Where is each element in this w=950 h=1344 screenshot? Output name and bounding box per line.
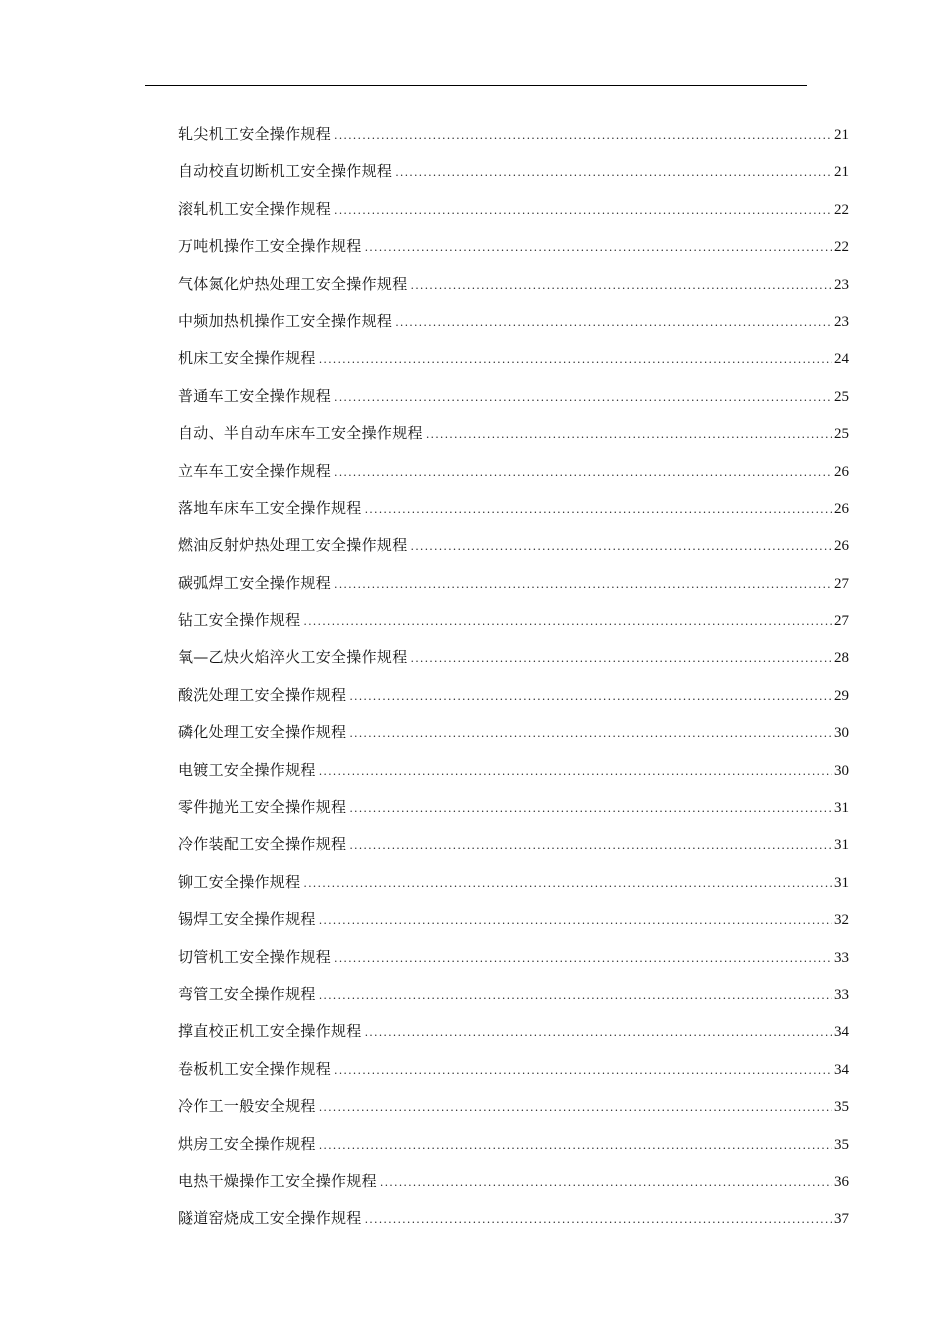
toc-dot-leader: [319, 1089, 832, 1126]
toc-entry-page: 25: [834, 426, 849, 443]
toc-entry-page: 26: [834, 463, 849, 480]
toc-entry-title: 自动校直切断机工安全操作规程: [178, 162, 393, 181]
toc-entry-page: 31: [834, 800, 849, 817]
toc-entry[interactable]: [178, 976, 849, 1013]
table-of-contents: [178, 116, 849, 1238]
toc-entry[interactable]: [178, 1163, 849, 1200]
toc-entry[interactable]: [178, 826, 849, 863]
toc-dot-leader: [319, 1127, 832, 1164]
toc-entry[interactable]: [178, 116, 849, 153]
header-rule: [145, 85, 807, 86]
toc-entry-page: 31: [834, 874, 849, 891]
toc-entry-title: 铆工安全操作规程: [178, 872, 301, 891]
toc-dot-leader: [303, 865, 832, 902]
toc-entry-page: 21: [834, 127, 849, 143]
toc-dot-leader: [349, 827, 832, 864]
toc-entry-title: 卷板机工安全操作规程: [178, 1059, 332, 1078]
toc-entry[interactable]: [178, 864, 849, 901]
toc-entry-page: 27: [834, 613, 849, 630]
toc-dot-leader: [411, 267, 832, 304]
toc-entry-page: 33: [834, 949, 849, 966]
toc-entry-title: 轧尖机工安全操作规程: [178, 125, 332, 143]
toc-entry[interactable]: [178, 901, 849, 938]
toc-dot-leader: [426, 416, 832, 453]
toc-entry-title: 隧道窑烧成工安全操作规程: [178, 1209, 362, 1228]
toc-dot-leader: [334, 940, 832, 977]
toc-dot-leader: [365, 1014, 832, 1051]
toc-dot-leader: [334, 379, 832, 416]
toc-entry-title: 普通车工安全操作规程: [178, 386, 332, 405]
toc-entry[interactable]: [178, 1200, 849, 1237]
toc-entry[interactable]: [178, 527, 849, 564]
toc-entry-title: 万吨机操作工安全操作规程: [178, 237, 362, 256]
toc-dot-leader: [334, 1052, 832, 1089]
toc-dot-leader: [349, 790, 832, 827]
toc-entry[interactable]: [178, 939, 849, 976]
toc-entry-title: 氧—乙炔火焰淬火工安全操作规程: [178, 648, 408, 667]
toc-entry-title: 烘房工安全操作规程: [178, 1134, 316, 1153]
toc-entry-page: 36: [834, 1173, 849, 1190]
toc-entry[interactable]: [178, 453, 849, 490]
toc-dot-leader: [365, 1201, 832, 1238]
toc-entry[interactable]: [178, 266, 849, 303]
toc-dot-leader: [334, 454, 832, 491]
toc-entry-title: 自动、半自动车床车工安全操作规程: [178, 424, 423, 443]
toc-entry-title: 燃油反射炉热处理工安全操作规程: [178, 536, 408, 555]
toc-entry-title: 电热干燥操作工安全操作规程: [178, 1171, 377, 1190]
toc-entry-title: 气体氮化炉热处理工安全操作规程: [178, 274, 408, 293]
toc-entry-page: 31: [834, 837, 849, 854]
toc-entry[interactable]: [178, 1088, 849, 1125]
toc-dot-leader: [411, 640, 832, 677]
toc-entry-page: 21: [834, 164, 849, 181]
toc-entry[interactable]: [178, 1126, 849, 1163]
toc-entry[interactable]: [178, 752, 849, 789]
toc-entry-title: 冷作工一般安全规程: [178, 1097, 316, 1116]
toc-entry-title: 撑直校正机工安全操作规程: [178, 1022, 362, 1041]
toc-dot-leader: [319, 977, 832, 1014]
toc-entry[interactable]: [178, 490, 849, 527]
toc-entry-title: 中频加热机操作工安全操作规程: [178, 311, 393, 330]
toc-entry-title: 零件抛光工安全操作规程: [178, 798, 347, 817]
toc-entry-title: 切管机工安全操作规程: [178, 947, 332, 966]
toc-entry-page: 34: [834, 1061, 849, 1078]
toc-dot-leader: [303, 603, 832, 640]
toc-dot-leader: [380, 1164, 832, 1201]
toc-entry-title: 立车车工安全操作规程: [178, 461, 332, 480]
toc-entry-title: 电镀工安全操作规程: [178, 760, 316, 779]
toc-dot-leader: [334, 117, 832, 154]
toc-entry[interactable]: [178, 677, 849, 714]
toc-dot-leader: [365, 491, 832, 528]
toc-dot-leader: [349, 715, 832, 752]
toc-dot-leader: [319, 902, 832, 939]
toc-entry-page: 23: [834, 276, 849, 293]
toc-entry[interactable]: [178, 340, 849, 377]
toc-entry[interactable]: [178, 1013, 849, 1050]
toc-entry[interactable]: [178, 1051, 849, 1088]
toc-entry[interactable]: [178, 602, 849, 639]
toc-entry[interactable]: [178, 789, 849, 826]
toc-entry-page: 25: [834, 388, 849, 405]
toc-entry[interactable]: [178, 714, 849, 751]
toc-entry-title: 酸洗处理工安全操作规程: [178, 685, 347, 704]
toc-entry-page: 32: [834, 912, 849, 929]
toc-entry-page: 22: [834, 239, 849, 256]
toc-dot-leader: [334, 192, 832, 229]
toc-entry-title: 落地车床车工安全操作规程: [178, 498, 362, 517]
toc-dot-leader: [411, 528, 832, 565]
toc-dot-leader: [334, 566, 832, 603]
toc-entry[interactable]: [178, 191, 849, 228]
toc-entry-page: 35: [834, 1099, 849, 1116]
toc-entry-page: 29: [834, 687, 849, 704]
toc-dot-leader: [319, 753, 832, 790]
toc-dot-leader: [365, 229, 832, 266]
toc-entry-page: 30: [834, 762, 849, 779]
toc-entry[interactable]: [178, 415, 849, 452]
toc-entry-page: 34: [834, 1024, 849, 1041]
toc-dot-leader: [319, 341, 832, 378]
toc-dot-leader: [395, 304, 832, 341]
toc-entry-page: 27: [834, 575, 849, 592]
toc-entry[interactable]: [178, 378, 849, 415]
toc-entry[interactable]: [178, 565, 849, 602]
toc-entry[interactable]: [178, 303, 849, 340]
toc-entry-page: 35: [834, 1136, 849, 1153]
toc-entry[interactable]: [178, 228, 849, 265]
toc-dot-leader: [395, 154, 832, 191]
toc-entry-page: 26: [834, 538, 849, 555]
toc-entry-page: 24: [834, 351, 849, 368]
toc-entry-title: 钻工安全操作规程: [178, 611, 301, 630]
toc-entry-title: 锡焊工安全操作规程: [178, 910, 316, 929]
toc-entry-page: 30: [834, 725, 849, 742]
toc-dot-leader: [349, 678, 832, 715]
toc-entry-page: 26: [834, 500, 849, 517]
toc-entry-page: 22: [834, 201, 849, 218]
toc-entry-title: 机床工安全操作规程: [178, 349, 316, 368]
toc-entry-title: 弯管工安全操作规程: [178, 984, 316, 1003]
toc-entry-title: 冷作装配工安全操作规程: [178, 835, 347, 854]
toc-entry-page: 33: [834, 986, 849, 1003]
toc-entry[interactable]: [178, 639, 849, 676]
toc-entry[interactable]: [178, 153, 849, 190]
toc-entry-title: 磷化处理工安全操作规程: [178, 723, 347, 742]
toc-entry-title: 滚轧机工安全操作规程: [178, 199, 332, 218]
toc-entry-page: 23: [834, 313, 849, 330]
toc-entry-title: 碳弧焊工安全操作规程: [178, 573, 332, 592]
toc-entry-page: 28: [834, 650, 849, 667]
toc-entry-page: 37: [834, 1211, 849, 1228]
